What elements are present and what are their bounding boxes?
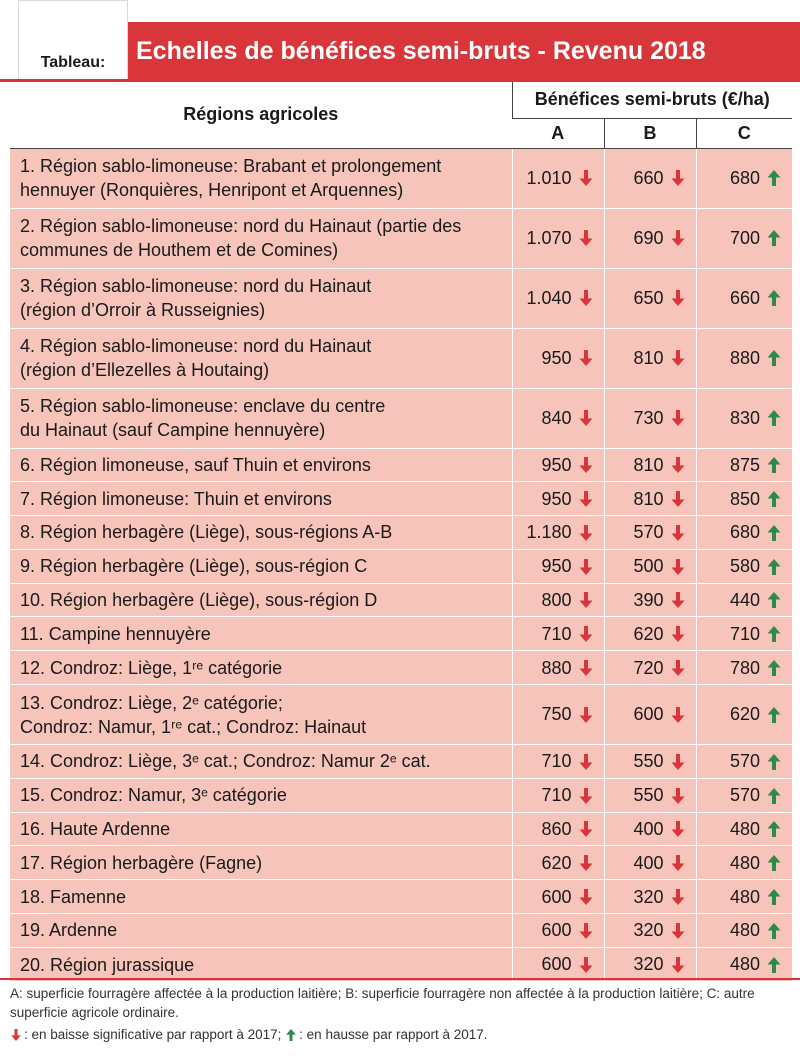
arrow-up-icon bbox=[766, 524, 782, 542]
value-cell-b bbox=[604, 685, 696, 745]
value-a: 750 bbox=[541, 704, 572, 725]
value-cell-b bbox=[604, 617, 696, 651]
region-line: 5. Région sablo-limoneuse: enclave du centre bbox=[20, 396, 386, 416]
value-c: 620 bbox=[729, 704, 761, 725]
region-line: 19. Ardenne bbox=[20, 920, 118, 941]
value-b: 320 bbox=[633, 886, 664, 907]
value-b: 320 bbox=[633, 920, 664, 941]
value-cell-c bbox=[696, 268, 792, 328]
arrow-down-icon bbox=[670, 888, 686, 906]
region-line: 14. Condroz: Liège, 3ᵉ cat.; Condroz: Namur 2ᵉ cat. bbox=[20, 751, 431, 772]
value-cell-a bbox=[512, 745, 604, 779]
table-row bbox=[10, 328, 792, 388]
value-cell-a bbox=[512, 947, 604, 981]
value-cell-a bbox=[512, 651, 604, 685]
region-line: hennuyer (Ronquières, Henripont et Arquennes) bbox=[20, 180, 404, 200]
arrow-down-icon bbox=[670, 229, 686, 247]
value-a: 800 bbox=[541, 589, 572, 610]
table-row bbox=[10, 617, 792, 651]
value-c: 480 bbox=[729, 886, 761, 907]
value-b: 390 bbox=[633, 589, 664, 610]
value-cell-b bbox=[604, 388, 696, 448]
table-row bbox=[10, 846, 792, 880]
region-line: du Hainaut (sauf Campine hennuyère) bbox=[20, 420, 326, 440]
region-line: 15. Condroz: Namur, 3ᵉ catégorie bbox=[20, 785, 287, 806]
arrow-up-icon bbox=[766, 706, 782, 724]
value-cell-c bbox=[696, 583, 792, 617]
legend-down-text: : en baisse significative par rapport à 2017; bbox=[24, 1027, 282, 1042]
value-a: 710 bbox=[541, 785, 572, 806]
value-cell-b bbox=[604, 846, 696, 880]
value-b: 570 bbox=[633, 522, 664, 543]
value-cell-a bbox=[512, 268, 604, 328]
table-row bbox=[10, 651, 792, 685]
region-line: 9. Région herbagère (Liège), sous-région C bbox=[20, 556, 368, 577]
value-b: 320 bbox=[633, 954, 664, 975]
arrow-up-icon bbox=[766, 625, 782, 643]
value-c: 780 bbox=[729, 657, 761, 678]
value-b: 600 bbox=[633, 704, 664, 725]
value-a: 1.070 bbox=[526, 227, 572, 248]
value-cell-c bbox=[696, 516, 792, 550]
value-c: 440 bbox=[729, 589, 761, 610]
footnote-definitions: A: superficie fourragère affectée à la production laitière; B: superficie fourragère non affectée à la production laitière; C: autre superficie agricole ordinaire. bbox=[10, 986, 755, 1020]
table-row bbox=[10, 812, 792, 846]
value-c: 875 bbox=[729, 454, 761, 475]
arrow-down-icon bbox=[670, 349, 686, 367]
region-column-header: Régions agricoles bbox=[10, 82, 512, 148]
arrow-down-icon bbox=[670, 625, 686, 643]
region-cell bbox=[10, 947, 512, 981]
value-a: 950 bbox=[541, 556, 572, 577]
value-cell-c bbox=[696, 448, 792, 482]
arrow-up-icon bbox=[766, 456, 782, 474]
value-cell-c bbox=[696, 617, 792, 651]
value-c: 480 bbox=[729, 818, 761, 839]
value-cell-c bbox=[696, 148, 792, 208]
table-row bbox=[10, 516, 792, 550]
value-c: 680 bbox=[729, 522, 761, 543]
table-row bbox=[10, 148, 792, 208]
value-cell-b bbox=[604, 651, 696, 685]
region-line: 4. Région sablo-limoneuse: nord du Hainaut bbox=[20, 336, 372, 356]
table-row bbox=[10, 448, 792, 482]
value-b: 500 bbox=[633, 556, 664, 577]
table-row bbox=[10, 268, 792, 328]
value-c: 570 bbox=[729, 785, 761, 806]
value-cell-c bbox=[696, 880, 792, 914]
value-cell-a bbox=[512, 617, 604, 651]
arrow-down-icon bbox=[578, 409, 594, 427]
arrow-down-icon bbox=[670, 706, 686, 724]
value-b: 620 bbox=[633, 623, 664, 644]
table-row bbox=[10, 549, 792, 583]
region-line: 1. Région sablo-limoneuse: Brabant et prolongement bbox=[20, 156, 442, 176]
value-a: 1.040 bbox=[526, 287, 572, 308]
table-row bbox=[10, 745, 792, 779]
value-cell-b bbox=[604, 328, 696, 388]
value-b: 400 bbox=[633, 852, 664, 873]
value-cell-c bbox=[696, 388, 792, 448]
region-line: Condroz: Namur, 1ʳᵉ cat.; Condroz: Hainaut bbox=[20, 716, 367, 737]
arrow-down-icon bbox=[670, 922, 686, 940]
value-cell-a bbox=[512, 388, 604, 448]
arrow-up-icon bbox=[766, 753, 782, 771]
value-a: 600 bbox=[541, 886, 572, 907]
region-line: 2. Région sablo-limoneuse: nord du Hainaut (partie des bbox=[20, 216, 462, 236]
value-cell-a bbox=[512, 549, 604, 583]
region-cell bbox=[10, 880, 512, 914]
value-cell-b bbox=[604, 549, 696, 583]
table-body bbox=[10, 148, 792, 981]
region-line: 18. Famenne bbox=[20, 886, 127, 907]
arrow-down-icon bbox=[670, 169, 686, 187]
region-line: 8. Région herbagère (Liège), sous-régions A-B bbox=[20, 522, 393, 543]
value-cell-c bbox=[696, 778, 792, 812]
value-a: 950 bbox=[541, 454, 572, 475]
region-line: (région d’Orroir à Russeignies) bbox=[20, 300, 266, 320]
value-cell-a bbox=[512, 685, 604, 745]
value-c: 830 bbox=[729, 407, 761, 428]
arrow-down-icon bbox=[578, 591, 594, 609]
value-cell-a bbox=[512, 880, 604, 914]
value-a: 860 bbox=[541, 818, 572, 839]
region-cell bbox=[10, 148, 512, 208]
arrow-up-icon bbox=[766, 289, 782, 307]
arrow-down-icon bbox=[670, 490, 686, 508]
value-cell-c bbox=[696, 482, 792, 516]
region-cell bbox=[10, 388, 512, 448]
arrow-down-icon bbox=[670, 591, 686, 609]
value-cell-a bbox=[512, 778, 604, 812]
arrow-down-icon bbox=[670, 558, 686, 576]
region-cell bbox=[10, 328, 512, 388]
table-container bbox=[10, 82, 792, 981]
region-cell bbox=[10, 812, 512, 846]
table-row bbox=[10, 208, 792, 268]
arrow-down-icon bbox=[578, 956, 594, 974]
value-a: 840 bbox=[541, 407, 572, 428]
value-a: 600 bbox=[541, 954, 572, 975]
arrow-up-icon bbox=[766, 956, 782, 974]
value-c: 710 bbox=[729, 623, 761, 644]
region-cell bbox=[10, 685, 512, 745]
region-cell bbox=[10, 651, 512, 685]
arrow-down-icon bbox=[670, 659, 686, 677]
footnote-legend bbox=[10, 1025, 792, 1044]
benefits-group-header: Bénéfices semi-bruts (€/ha) bbox=[512, 82, 792, 118]
value-cell-b bbox=[604, 583, 696, 617]
arrow-up-icon bbox=[766, 169, 782, 187]
value-cell-a bbox=[512, 208, 604, 268]
value-c: 480 bbox=[729, 852, 761, 873]
value-b: 810 bbox=[633, 488, 664, 509]
arrow-up-icon bbox=[766, 591, 782, 609]
arrow-up-icon bbox=[766, 854, 782, 872]
arrow-down-icon bbox=[670, 289, 686, 307]
arrow-down-icon bbox=[578, 659, 594, 677]
arrow-down-icon bbox=[578, 820, 594, 838]
arrow-up-icon bbox=[766, 659, 782, 677]
arrow-down-icon bbox=[670, 820, 686, 838]
region-line: (région d’Ellezelles à Houtaing) bbox=[20, 360, 270, 380]
value-b: 400 bbox=[633, 818, 664, 839]
arrow-up-icon bbox=[766, 820, 782, 838]
column-header-c: C bbox=[696, 118, 792, 148]
value-cell-b bbox=[604, 448, 696, 482]
value-cell-c bbox=[696, 651, 792, 685]
table-row bbox=[10, 880, 792, 914]
value-a: 1.010 bbox=[526, 167, 572, 188]
arrow-up-icon bbox=[766, 787, 782, 805]
region-cell bbox=[10, 617, 512, 651]
value-a: 600 bbox=[541, 920, 572, 941]
tab-label: Tableau: bbox=[18, 0, 128, 82]
arrow-down-icon bbox=[670, 854, 686, 872]
value-cell-c bbox=[696, 914, 792, 948]
arrow-up-icon bbox=[285, 1028, 297, 1042]
arrow-up-icon bbox=[766, 888, 782, 906]
arrow-down-icon bbox=[578, 888, 594, 906]
region-cell bbox=[10, 778, 512, 812]
arrow-down-icon bbox=[578, 706, 594, 724]
value-cell-b bbox=[604, 148, 696, 208]
arrow-down-icon bbox=[670, 409, 686, 427]
value-cell-a bbox=[512, 328, 604, 388]
value-cell-a bbox=[512, 846, 604, 880]
value-cell-c bbox=[696, 812, 792, 846]
benefits-table bbox=[10, 82, 792, 981]
value-a: 710 bbox=[541, 623, 572, 644]
value-cell-a bbox=[512, 482, 604, 516]
arrow-down-icon bbox=[670, 753, 686, 771]
value-cell-c bbox=[696, 328, 792, 388]
value-b: 730 bbox=[633, 407, 664, 428]
value-b: 810 bbox=[633, 347, 664, 368]
value-cell-b bbox=[604, 778, 696, 812]
value-cell-b bbox=[604, 914, 696, 948]
arrow-down-icon bbox=[10, 1028, 22, 1042]
value-b: 690 bbox=[633, 227, 664, 248]
arrow-down-icon bbox=[578, 922, 594, 940]
region-line: 12. Condroz: Liège, 1ʳᵉ catégorie bbox=[20, 657, 283, 678]
value-cell-b bbox=[604, 947, 696, 981]
table-row bbox=[10, 778, 792, 812]
arrow-down-icon bbox=[578, 625, 594, 643]
table-row bbox=[10, 914, 792, 948]
value-a: 620 bbox=[541, 852, 572, 873]
footer-divider bbox=[0, 978, 800, 980]
region-cell bbox=[10, 208, 512, 268]
arrow-down-icon bbox=[670, 524, 686, 542]
value-cell-c bbox=[696, 947, 792, 981]
value-cell-a bbox=[512, 812, 604, 846]
value-b: 550 bbox=[633, 785, 664, 806]
value-cell-a bbox=[512, 148, 604, 208]
value-c: 680 bbox=[729, 167, 761, 188]
arrow-down-icon bbox=[578, 229, 594, 247]
region-cell bbox=[10, 549, 512, 583]
value-cell-b bbox=[604, 268, 696, 328]
value-c: 480 bbox=[729, 954, 761, 975]
arrow-down-icon bbox=[578, 787, 594, 805]
value-cell-b bbox=[604, 812, 696, 846]
legend-up-text: : en hausse par rapport à 2017. bbox=[299, 1027, 488, 1042]
table-row bbox=[10, 388, 792, 448]
value-b: 650 bbox=[633, 287, 664, 308]
region-line: 7. Région limoneuse: Thuin et environs bbox=[20, 488, 332, 509]
value-c: 480 bbox=[729, 920, 761, 941]
region-line: 13. Condroz: Liège, 2ᵉ catégorie; bbox=[20, 692, 283, 713]
region-line: 17. Région herbagère (Fagne) bbox=[20, 852, 263, 873]
table-row bbox=[10, 482, 792, 516]
value-cell-c bbox=[696, 745, 792, 779]
region-line: 3. Région sablo-limoneuse: nord du Hainaut bbox=[20, 276, 372, 296]
value-c: 700 bbox=[729, 227, 761, 248]
column-header-b: B bbox=[604, 118, 696, 148]
arrow-down-icon bbox=[578, 349, 594, 367]
arrow-down-icon bbox=[578, 753, 594, 771]
value-a: 950 bbox=[541, 488, 572, 509]
value-c: 570 bbox=[729, 751, 761, 772]
value-cell-a bbox=[512, 914, 604, 948]
arrow-down-icon bbox=[578, 558, 594, 576]
value-c: 880 bbox=[729, 347, 761, 368]
value-c: 850 bbox=[729, 488, 761, 509]
region-line: 11. Campine hennuyère bbox=[20, 623, 211, 644]
region-line: 16. Haute Ardenne bbox=[20, 819, 171, 840]
value-c: 580 bbox=[729, 556, 761, 577]
value-cell-c bbox=[696, 208, 792, 268]
region-cell bbox=[10, 914, 512, 948]
value-a: 1.180 bbox=[526, 522, 572, 543]
value-b: 550 bbox=[633, 751, 664, 772]
page-title: Echelles de bénéfices semi-bruts - Revenu 2018 bbox=[128, 22, 800, 80]
value-cell-a bbox=[512, 448, 604, 482]
region-line: 20. Région jurassique bbox=[20, 954, 195, 975]
value-cell-b bbox=[604, 516, 696, 550]
arrow-down-icon bbox=[670, 787, 686, 805]
arrow-up-icon bbox=[766, 558, 782, 576]
value-a: 880 bbox=[541, 657, 572, 678]
region-cell bbox=[10, 516, 512, 550]
region-line: 6. Région limoneuse, sauf Thuin et environs bbox=[20, 454, 371, 475]
region-cell bbox=[10, 448, 512, 482]
value-cell-a bbox=[512, 583, 604, 617]
value-cell-b bbox=[604, 880, 696, 914]
value-b: 720 bbox=[633, 657, 664, 678]
region-cell bbox=[10, 268, 512, 328]
arrow-down-icon bbox=[578, 456, 594, 474]
value-cell-c bbox=[696, 549, 792, 583]
value-cell-b bbox=[604, 745, 696, 779]
column-header-a: A bbox=[512, 118, 604, 148]
value-cell-c bbox=[696, 685, 792, 745]
value-cell-c bbox=[696, 846, 792, 880]
arrow-down-icon bbox=[578, 524, 594, 542]
region-cell bbox=[10, 846, 512, 880]
table-row bbox=[10, 947, 792, 981]
arrow-up-icon bbox=[766, 922, 782, 940]
value-cell-b bbox=[604, 208, 696, 268]
region-cell bbox=[10, 583, 512, 617]
table-row bbox=[10, 583, 792, 617]
value-a: 950 bbox=[541, 347, 572, 368]
arrow-down-icon bbox=[670, 456, 686, 474]
value-cell-b bbox=[604, 482, 696, 516]
region-line: communes de Houthem et de Comines) bbox=[20, 240, 339, 260]
arrow-down-icon bbox=[578, 289, 594, 307]
region-cell bbox=[10, 482, 512, 516]
arrow-down-icon bbox=[670, 956, 686, 974]
arrow-down-icon bbox=[578, 854, 594, 872]
value-b: 660 bbox=[633, 167, 664, 188]
region-cell bbox=[10, 745, 512, 779]
footnotes bbox=[10, 984, 792, 1047]
arrow-up-icon bbox=[766, 409, 782, 427]
arrow-up-icon bbox=[766, 229, 782, 247]
value-cell-a bbox=[512, 516, 604, 550]
header bbox=[0, 0, 800, 82]
value-b: 810 bbox=[633, 454, 664, 475]
table-row bbox=[10, 685, 792, 745]
value-a: 710 bbox=[541, 751, 572, 772]
value-c: 660 bbox=[729, 287, 761, 308]
arrow-down-icon bbox=[578, 169, 594, 187]
arrow-down-icon bbox=[578, 490, 594, 508]
region-line: 10. Région herbagère (Liège), sous-région D bbox=[20, 590, 378, 611]
arrow-up-icon bbox=[766, 490, 782, 508]
arrow-up-icon bbox=[766, 349, 782, 367]
